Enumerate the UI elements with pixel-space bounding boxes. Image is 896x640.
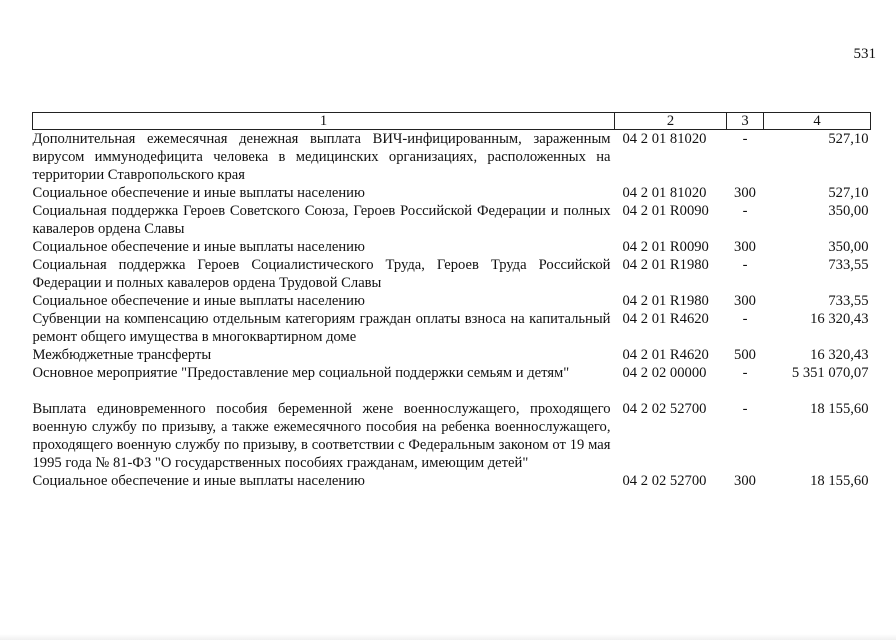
- row-code: 04 2 01 81020: [622, 131, 707, 147]
- row-name: Социальное обеспечение и иные выплаты населению: [32, 239, 365, 255]
- row-sum: 733,55: [828, 293, 869, 309]
- row-code: 04 2 01 R0090: [622, 203, 709, 219]
- row-code: 04 2 01 R0090: [622, 239, 709, 255]
- row-name: Выплата единовременного пособия беременной жене военнослужащего, проходящего военную службу по призыву, а также ежемесячного пособия на ребенка военнослужащего, проходящего военную службу по призыву, в соответствии с Федеральным законом от 19 мая 1995 года № 81-ФЗ "О государственных пособиях гражданам, имеющим детей": [32, 401, 611, 471]
- row-sum: 16 320,43: [810, 347, 869, 363]
- row-name: Дополнительная ежемесячная денежная выплата ВИЧ-инфицированным, зараженным вирусом иммунодефицита человека в медицинских организациях, расположенных на территории Ставропольского края: [32, 131, 611, 183]
- budget-table: [32, 112, 871, 490]
- table-row: [33, 400, 871, 472]
- header-col-1: 1: [33, 113, 615, 130]
- row-type: 500: [734, 347, 756, 363]
- table-header-row: [33, 113, 871, 130]
- table-row: [33, 364, 871, 382]
- row-code: 04 2 01 R4620: [622, 311, 709, 327]
- row-sum: 18 155,60: [810, 473, 869, 489]
- scan-edge: [0, 634, 896, 640]
- row-code: 04 2 01 81020: [622, 185, 707, 201]
- row-type: 300: [734, 293, 756, 309]
- row-sum: 733,55: [828, 257, 869, 273]
- table-row: [33, 130, 871, 185]
- table-row: [33, 184, 871, 202]
- row-sum: 527,10: [828, 185, 869, 201]
- table-row: [33, 472, 871, 490]
- row-sum: 16 320,43: [810, 311, 869, 327]
- row-code: 04 2 01 R4620: [622, 347, 709, 363]
- row-name: Основное мероприятие "Предоставление мер социальной поддержки семьям и детям": [32, 365, 570, 381]
- row-name: Социальное обеспечение и иные выплаты населению: [32, 185, 365, 201]
- row-code: 04 2 01 R1980: [622, 293, 709, 309]
- row-type: -: [742, 365, 748, 381]
- row-type: 300: [734, 185, 756, 201]
- row-type: -: [742, 311, 748, 327]
- row-name: Социальное обеспечение и иные выплаты населению: [32, 473, 365, 489]
- row-spacer: [33, 382, 871, 400]
- row-sum: 18 155,60: [810, 401, 869, 417]
- header-col-4: 4: [764, 113, 871, 130]
- row-name: Субвенции на компенсацию отдельным категориям граждан оплаты взноса на капитальный ремонт общего имущества в многоквартирном доме: [32, 311, 611, 345]
- row-type: -: [742, 203, 748, 219]
- row-name: Социальная поддержка Героев Советского Союза, Героев Российской Федерации и полных кавалеров ордена Славы: [32, 203, 611, 237]
- row-sum: 350,00: [828, 203, 869, 219]
- row-code: 04 2 01 R1980: [622, 257, 709, 273]
- table-row: [33, 256, 871, 292]
- table-row: [33, 346, 871, 364]
- row-code: 04 2 02 52700: [622, 401, 707, 417]
- row-code: 04 2 02 00000: [622, 365, 707, 381]
- row-name: Межбюджетные трансферты: [32, 347, 212, 363]
- row-type: -: [742, 257, 748, 273]
- row-type: 300: [734, 239, 756, 255]
- row-name: Социальное обеспечение и иные выплаты населению: [32, 293, 365, 309]
- row-sum: 527,10: [828, 131, 869, 147]
- header-col-2: 2: [615, 113, 727, 130]
- table-row: [33, 202, 871, 238]
- table-row: [33, 292, 871, 310]
- row-type: 300: [734, 473, 756, 489]
- table-row: [33, 238, 871, 256]
- table-row: [33, 310, 871, 346]
- header-col-3: 3: [727, 113, 764, 130]
- row-name: Социальная поддержка Героев Социалистического Труда, Героев Труда Российской Федерации и полных кавалеров ордена Трудовой Славы: [32, 257, 611, 291]
- page-number: 531: [853, 46, 876, 62]
- row-sum: 350,00: [828, 239, 869, 255]
- row-type: -: [742, 131, 748, 147]
- row-code: 04 2 02 52700: [622, 473, 707, 489]
- row-type: -: [742, 401, 748, 417]
- row-sum: 5 351 070,07: [791, 365, 869, 381]
